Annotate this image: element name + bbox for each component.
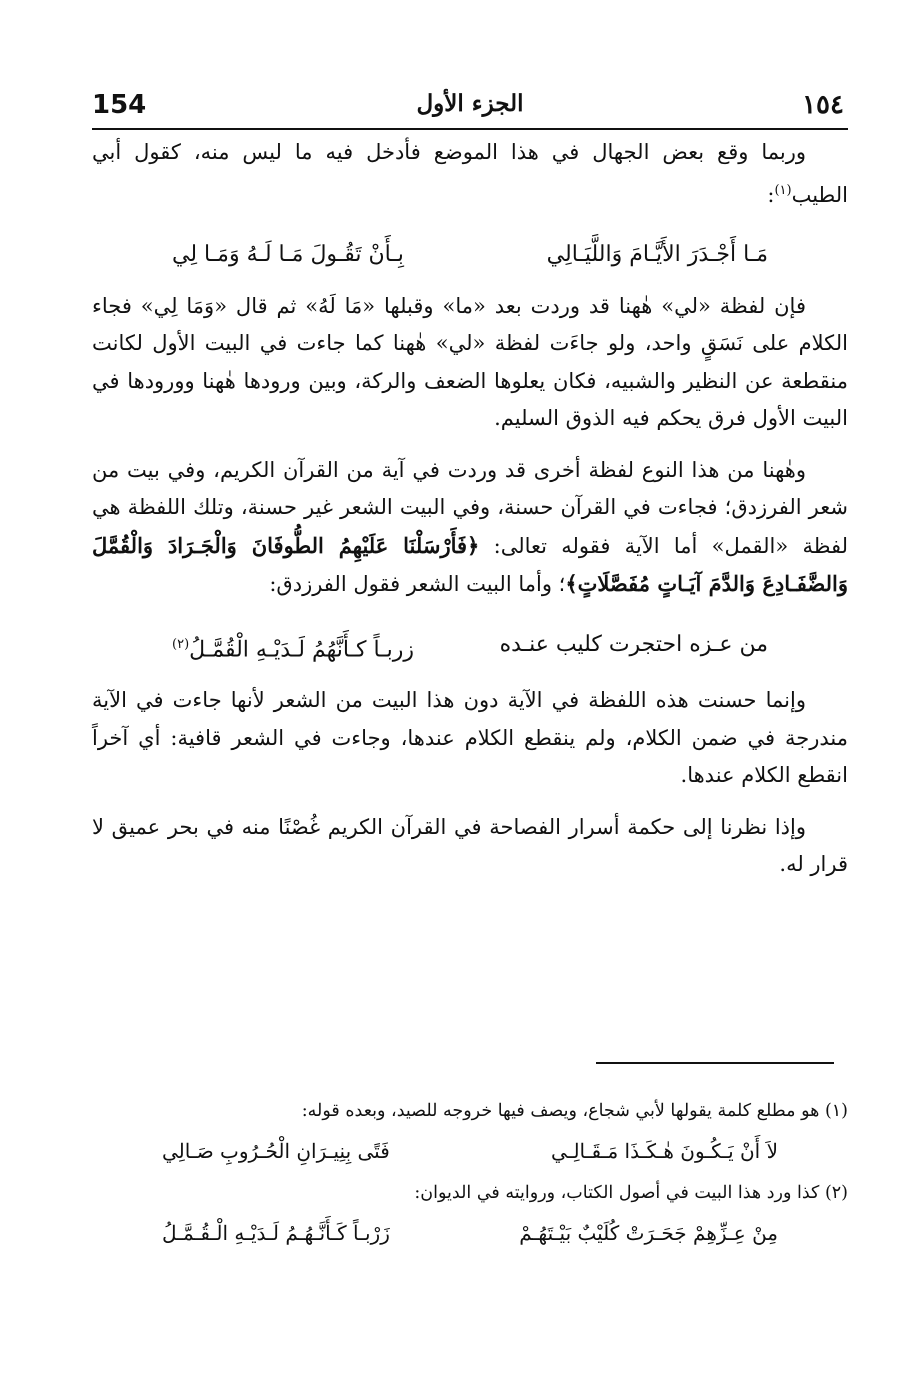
footnote-1-number: (١) (824, 1101, 848, 1121)
paragraph-4: وإنما حسنت هذه اللفظة في الآية دون هذا البيت من الشعر لأنها جاءت في الآية مندرجة في ضمن الكلام، ولم ينقطع الكلام عندها، وجاءت في الشعر قافية: أي آخراً انقطع الكلام عندها. (92, 688, 848, 788)
footnote-2-text: كذا ورد هذا البيت في أصول الكتاب، وروايته في الديوان: (414, 1183, 820, 1203)
footnote-1 (92, 1095, 848, 1127)
footnote-ref-1: (١) (774, 182, 792, 198)
footnote-2-first-hemistich: مِنْ عِـزِّهِمْ جَحَـرَتْ كُلَيْبٌ بَيْـتَهُـمْ (519, 1221, 778, 1245)
footnote-1-text: هو مطلع كلمة يقولها لأبي شجاع، ويصف فيها خروجه للصيد، وبعده قوله: (301, 1101, 820, 1121)
footnote-1-first-hemistich: لاَ أَنْ يَـكُـونَ هٰـكَـذَا مَـقَـالِـي (550, 1139, 778, 1163)
footnote-1-verse (92, 1127, 848, 1177)
footnote-2-verse (92, 1209, 848, 1259)
paragraph-2: فإن لفظة «لي» هٰهنا قد وردت بعد «ما» وقبلها «مَا لَهُ» ثم قال «وَمَا لِي» فجاء الكلام على نَسَقٍ واحد، ولو جاءَت لفظة «لي» هٰهنا كما جاءت في البيت الأول لكانت منقطعة عن النظير والشبيه، فكان يعلوها الضعف والركة، وبين ورودها هٰهنا وورودها في البيت الأول فرق يحكم فيه الذوق السليم. (92, 293, 848, 430)
footnote-ref-2: (٢) (172, 636, 190, 652)
quran-verse: ﴿فَأَرْسَلْنَا عَلَيْهِمُ الطُّوفَانَ وَالْجَـرَادَ وَالْقُمَّلَ وَالضَّفَـادِعَ وَالدَّمَ آيَـاتٍ مُفَصَّلَاتٍ﴾ (92, 532, 848, 596)
footnote-2-second-hemistich: زَرْبـاً كَـأَنَّـهُـمُ لَـدَيْـهِ الْـقُـمَّـلُ (162, 1221, 390, 1245)
verse-1 (92, 228, 848, 288)
page-number-latin: 154 (92, 90, 147, 120)
footnotes (92, 1095, 848, 1259)
verse-2-first-hemistich: من عـزه احتجرت كليب عنـده (499, 631, 768, 657)
paragraph-3: وهٰهنا من هذا النوع لفظة أخرى قد وردت في آية من القرآن الكريم، وفي بيت من شعر الفرزدق؛ فجاءت في القرآن حسنة، وفي البيت الشعر غير حسنة، وتلك اللفظة هي لفظة «القمل» أما الآية فقوله تعالى: ﴿فَأَرْسَلْنَا عَلَيْهِمُ الطُّوفَانَ وَالْجَـرَادَ وَالْقُمَّلَ وَالضَّفَـادِعَ وَالدَّمَ آيَـاتٍ مُفَصَّلَاتٍ﴾؛ وأما البيت الشعر فقول الفرزدق: (92, 457, 848, 596)
main-text (92, 134, 848, 898)
verse-2-second-hemistich: زربـاً كـأَنَّهُمُ لَـدَيْـهِ الْقُمَّـلُ$^{(٢)}$ (172, 636, 414, 662)
footnote-separator (596, 1062, 834, 1064)
verse-1-second-hemistich: بِـأَنْ تَقُـولَ مَـا لَـهُ وَمَـا لِي (172, 242, 404, 267)
verse-1-first-hemistich: مَـا أَجْـدَرَ الأَيَّـامَ وَاللَّيَـالِي (546, 242, 768, 267)
page-header (92, 88, 848, 130)
paragraph-5: وإذا نظرنا إلى حكمة أسرار الفصاحة في القرآن الكريم غُصْنًا منه في بحر عميق لا قرار له. (92, 814, 848, 877)
running-title: الجزء الأول (416, 90, 524, 117)
verse-2 (92, 618, 848, 683)
footnote-2-number: (٢) (824, 1183, 848, 1203)
paragraph-1: وربما وقع بعض الجهال في هذا الموضع فأدخل فيه ما ليس منه، كقول أبي الطيب$^{(١)}$: (92, 140, 848, 207)
footnote-2 (92, 1177, 848, 1209)
page-number-arabic: ١٥٤ (802, 90, 844, 120)
footnote-1-second-hemistich: فَتًى بِنِيـرَانِ الْحُـرُوبِ صَـالِي (162, 1139, 390, 1163)
